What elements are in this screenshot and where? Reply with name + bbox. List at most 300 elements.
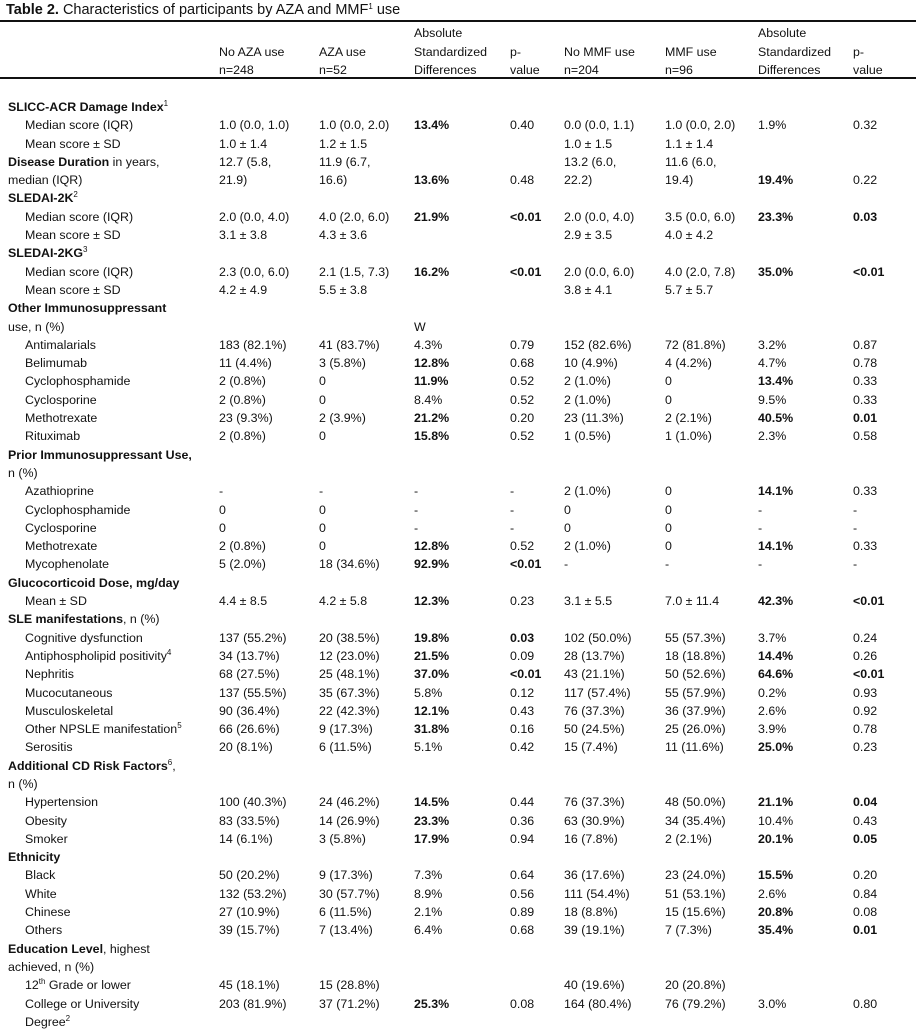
table-row: [0, 684, 916, 702]
table-cell: 92.9%: [414, 557, 450, 572]
table-cell: 50 (52.6%): [665, 667, 726, 682]
column-header-line: value: [510, 63, 540, 77]
table-cell: 90 (36.4%): [219, 703, 280, 718]
footnote-marker: 2: [65, 1013, 71, 1023]
row-label-text: Mycophenolate: [25, 557, 110, 572]
row-label-text: White: [25, 886, 57, 901]
group-header-row: [0, 610, 916, 628]
table-cell: 35 (67.3%): [319, 685, 380, 700]
row-label: [25, 866, 55, 884]
row-label: [8, 153, 160, 171]
table-cell: -: [758, 520, 763, 535]
group-header-row: [0, 757, 916, 775]
table-cell: 2 (1.0%): [564, 392, 611, 407]
table-cell: 0.93: [853, 685, 878, 700]
table-cell: 0: [319, 392, 326, 407]
table-title: [6, 2, 400, 18]
table-cell: 0.20: [853, 868, 878, 883]
table-cell: 66 (26.6%): [219, 722, 280, 737]
row-label: [25, 482, 94, 500]
row-label: [8, 171, 82, 189]
table-cell: 4.3%: [414, 337, 443, 352]
table-cell: 13.2 (6.0,: [564, 154, 617, 169]
row-label-bold: Additional CD Risk Factors: [8, 758, 168, 773]
table-cell: -: [853, 502, 858, 517]
row-label: [25, 976, 131, 994]
table-cell: 72 (81.8%): [665, 337, 726, 352]
row-label: [25, 793, 98, 811]
table-cell: 1 (0.5%): [564, 429, 611, 444]
column-header-line: p-: [510, 44, 522, 59]
table-cell: 4.0 (2.0, 6.0): [319, 209, 390, 224]
table-cell: 1.0 (0.0, 1.0): [219, 118, 290, 133]
table-cell: 15.8%: [414, 429, 450, 444]
table-cell: 11.9%: [414, 374, 449, 389]
table-cell: 4.2 ± 4.9: [219, 282, 268, 297]
footnote-marker: 2: [73, 190, 78, 200]
table-cell: 15.5%: [758, 868, 794, 883]
table-cell: 5 (2.0%): [219, 557, 266, 572]
row-label-text: n (%): [8, 465, 38, 480]
table-cell: 0.24: [853, 630, 878, 645]
row-label: [25, 592, 87, 610]
row-label-text: Median score (IQR): [25, 209, 134, 224]
table-cell: -: [319, 484, 324, 499]
table-cell: 13.4%: [414, 118, 450, 133]
column-header: [665, 24, 717, 80]
table-cell: 0.36: [510, 813, 535, 828]
table-cell: 21.1%: [758, 795, 794, 810]
table-cell: 0.52: [510, 539, 535, 554]
row-label-bold: SLE manifestations: [8, 612, 123, 627]
table-cell: 0.32: [853, 118, 878, 133]
row-label: [25, 263, 133, 281]
group-header-row: [0, 153, 916, 171]
table-cell: 4.4 ± 8.5: [219, 594, 268, 609]
column-header-line: [853, 24, 883, 43]
table-cell: 35.0%: [758, 264, 794, 279]
table-cell: 0.52: [510, 429, 535, 444]
table-cell: 35.4%: [758, 923, 794, 938]
table-cell: 0.03: [510, 630, 535, 645]
row-label: [25, 409, 97, 427]
table-cell: 50 (20.2%): [219, 868, 280, 883]
row-label-text: Belimumab: [25, 356, 87, 371]
group-header-row: [0, 574, 916, 592]
table-cell: 0.05: [853, 831, 878, 846]
table-cell: 1.0 ± 1.5: [564, 136, 613, 151]
group-header-row: [0, 958, 916, 976]
table-cell: 34 (13.7%): [219, 648, 280, 663]
table-row: [0, 995, 916, 1013]
table-cell: 18 (8.8%): [564, 905, 618, 920]
table-cell: 30 (57.7%): [319, 886, 380, 901]
table-cell: 0: [665, 484, 672, 499]
top-rule: [0, 20, 916, 22]
table-cell: 2 (0.8%): [219, 429, 266, 444]
table-cell: 9 (17.3%): [319, 868, 373, 883]
table-cell: 43 (21.1%): [564, 667, 625, 682]
table-cell: 2.1%: [414, 905, 443, 920]
column-header: [319, 24, 366, 80]
row-label-text: , n (%): [122, 612, 160, 627]
table-row: [0, 921, 916, 939]
row-label: [8, 244, 88, 262]
table-cell: 17.9%: [414, 831, 450, 846]
table-cell: 0.52: [510, 392, 535, 407]
column-header-line: Standardized: [758, 44, 832, 59]
table-cell: 13.4%: [758, 374, 794, 389]
table-cell: 8.4%: [414, 392, 443, 407]
table-cell: 117 (57.4%): [564, 685, 631, 700]
table-cell: 9 (17.3%): [319, 722, 373, 737]
row-label-text: Azathioprine: [25, 484, 94, 499]
table-cell: 7.3%: [414, 868, 443, 883]
footnote-marker: 1: [163, 99, 169, 108]
table-cell: 5.5 ± 3.8: [319, 282, 368, 297]
group-header-row: [0, 848, 916, 866]
column-header-line: p-: [853, 44, 865, 59]
table-row: [0, 812, 916, 830]
table-cell: 0.12: [510, 685, 535, 700]
row-label-text: Cognitive dysfunction: [25, 630, 143, 645]
table-cell: 1.9%: [758, 118, 787, 133]
row-label-text: ,: [172, 758, 176, 773]
column-header: [219, 24, 284, 80]
table-cell: 0: [665, 502, 672, 517]
table-row: [0, 555, 916, 573]
table-cell: 1.1 ± 1.4: [665, 136, 714, 151]
table-cell: 41 (83.7%): [319, 337, 380, 352]
row-label-text: Degree: [25, 1014, 66, 1029]
table-cell: 2.1 (1.5, 7.3): [319, 264, 390, 279]
table-cell: 0.52: [510, 374, 535, 389]
table-cell: 0: [219, 520, 226, 535]
row-label-text: Other NPSLE manifestation: [25, 722, 178, 737]
table-cell: 12.7 (5.8,: [219, 154, 272, 169]
table-row: [0, 372, 916, 390]
table-cell: 15 (28.8%): [319, 978, 380, 993]
table-cell: 4.0 ± 4.2: [665, 228, 714, 243]
table-cell: 7 (13.4%): [319, 923, 373, 938]
table-cell: 2.3%: [758, 429, 787, 444]
table-cell: 18 (34.6%): [319, 557, 380, 572]
table-cell: 11 (4.4%): [219, 356, 272, 371]
table-cell: 25 (48.1%): [319, 667, 380, 682]
table-cell: 83 (33.5%): [219, 813, 280, 828]
row-label-bold: SLEDAI-2K: [8, 191, 74, 206]
row-label-text: Obesity: [25, 813, 68, 828]
table-cell: 39 (15.7%): [219, 923, 280, 938]
table-cell: -: [853, 557, 858, 572]
table-cell: 21.2%: [414, 411, 450, 426]
table-cell: 3.7%: [758, 630, 787, 645]
table-cell: 64.6%: [758, 667, 794, 682]
table-row: [0, 226, 916, 244]
table-cell: 6 (11.5%): [319, 740, 372, 755]
table-cell: 0.0 (0.0, 1.1): [564, 118, 635, 133]
footnote-marker: 3: [83, 245, 88, 255]
table-cell: 0: [564, 502, 571, 517]
row-label: [8, 610, 159, 628]
table-cell: 0.84: [853, 886, 878, 901]
table-row: [0, 501, 916, 519]
table-cell: 16.6): [319, 173, 348, 188]
table-cell: 0.33: [853, 392, 878, 407]
table-cell: 19.4): [665, 173, 694, 188]
group-header-row: [0, 446, 916, 464]
table-cell: 11.9 (6.7,: [319, 154, 371, 169]
table-cell: 3.1 ± 3.8: [219, 228, 268, 243]
table-cell: 2 (1.0%): [564, 374, 611, 389]
table-cell: <0.01: [853, 264, 885, 279]
row-label: [8, 98, 168, 116]
column-header-line: MMF use: [665, 44, 717, 59]
table-cell: <0.01: [853, 667, 885, 682]
row-label-text: Cyclosporine: [25, 520, 97, 535]
table-cell: -: [510, 502, 515, 517]
table-cell: 36 (37.9%): [665, 703, 726, 718]
group-header-row: [0, 318, 916, 336]
table-row: [0, 720, 916, 738]
table-cell: -: [510, 520, 515, 535]
table-cell: 203 (81.9%): [219, 996, 287, 1011]
row-label-text: Cyclophosphamide: [25, 374, 131, 389]
table-cell: 2 (0.8%): [219, 392, 266, 407]
table-cell: 0.09: [510, 648, 535, 663]
row-label-text: achieved, n (%): [8, 959, 95, 974]
table-cell: 2 (0.8%): [219, 539, 266, 554]
table-cell: <0.01: [510, 557, 542, 572]
table-cell: <0.01: [853, 594, 885, 609]
row-label: [8, 446, 192, 464]
column-header-line: n=96: [665, 63, 693, 77]
table-cell: 137 (55.2%): [219, 630, 287, 645]
table-cell: 0.43: [853, 813, 878, 828]
table-row: [0, 592, 916, 610]
table-cell: 51 (53.1%): [665, 886, 726, 901]
table-cell: 27 (10.9%): [219, 905, 280, 920]
table-cell: W: [414, 319, 426, 334]
table-row: [0, 738, 916, 756]
table-cell: 36 (17.6%): [564, 868, 625, 883]
table-row: [0, 1013, 916, 1031]
table-row: [0, 702, 916, 720]
row-label-text: Black: [25, 868, 56, 883]
row-label: [25, 995, 139, 1013]
table-row: [0, 665, 916, 683]
row-label-text: , highest: [103, 941, 150, 956]
table-cell: 0: [319, 520, 326, 535]
table-cell: 24 (46.2%): [319, 795, 380, 810]
group-header-row: [0, 244, 916, 262]
table-cell: 14.1%: [758, 539, 794, 554]
column-header-line: Standardized: [414, 44, 488, 59]
table-cell: 5.7 ± 5.7: [665, 282, 714, 297]
table-cell: 2.6%: [758, 886, 787, 901]
table-cell: 3.8 ± 4.1: [564, 282, 613, 297]
group-header-row: [0, 775, 916, 793]
row-label-bold: Glucocorticoid Dose, mg/day: [8, 575, 180, 590]
row-label-bold: Other Immunosuppressant: [8, 301, 167, 316]
table-cell: 0.48: [510, 173, 535, 188]
column-header-line: value: [853, 63, 883, 77]
column-header-line: n=204: [564, 63, 599, 77]
table-body: [0, 98, 916, 1031]
column-header: [564, 24, 635, 80]
table-cell: 4.2 ± 5.8: [319, 594, 368, 609]
row-label: [8, 299, 166, 317]
table-cell: 3 (5.8%): [319, 356, 366, 371]
table-cell: 2 (1.0%): [564, 539, 611, 554]
table-cell: <0.01: [510, 667, 542, 682]
row-label: [25, 354, 87, 372]
table-cell: 28 (13.7%): [564, 648, 625, 663]
table-cell: 19.4%: [758, 173, 794, 188]
row-label-text: Cyclosporine: [25, 392, 97, 407]
row-label: [8, 775, 38, 793]
table-cell: 14.4%: [758, 648, 794, 663]
table-cell: 0: [219, 502, 226, 517]
table-cell: 3.1 ± 5.5: [564, 594, 613, 609]
group-header-row: [0, 299, 916, 317]
table-cell: 6 (11.5%): [319, 905, 372, 920]
row-label-text: College or University: [25, 996, 140, 1011]
table-cell: 0: [319, 374, 326, 389]
table-cell: 21.5%: [414, 648, 450, 663]
table-cell: 102 (50.0%): [564, 630, 632, 645]
column-header-line: n=248: [219, 63, 254, 77]
row-label-text: Antiphospholipid positivity: [25, 648, 167, 663]
header-rule: [0, 77, 916, 79]
table-cell: 2.0 (0.0, 4.0): [219, 209, 290, 224]
title-footnote: 1: [368, 2, 373, 11]
table-cell: 22 (42.3%): [319, 703, 380, 718]
column-header-line: [319, 24, 366, 43]
table-cell: 0.68: [510, 923, 535, 938]
table-cell: 45 (18.1%): [219, 978, 280, 993]
table-cell: 0.04: [853, 795, 878, 810]
table-cell: 5.8%: [414, 685, 443, 700]
row-label: [25, 702, 113, 720]
table-cell: 152 (82.6%): [564, 337, 632, 352]
table-cell: 0: [564, 520, 571, 535]
table-cell: 50 (24.5%): [564, 722, 625, 737]
row-label: [8, 464, 38, 482]
row-label-text: Hypertension: [25, 795, 99, 810]
table-cell: 0.33: [853, 484, 878, 499]
row-label: [25, 555, 109, 573]
table-cell: 4 (4.2%): [665, 356, 712, 371]
table-cell: 18 (18.8%): [665, 648, 726, 663]
table-cell: 76 (79.2%): [665, 996, 726, 1011]
table-cell: 76 (37.3%): [564, 703, 625, 718]
table-cell: 3 (5.8%): [319, 831, 366, 846]
table-row: [0, 135, 916, 153]
row-label: [25, 519, 97, 537]
table-cell: 8.9%: [414, 886, 443, 901]
table-cell: 20 (8.1%): [219, 740, 273, 755]
table-cell: 1.0 ± 1.4: [219, 136, 268, 151]
row-label: [25, 665, 74, 683]
table-cell: 0.01: [853, 923, 878, 938]
table-cell: 1.2 ± 1.5: [319, 136, 368, 151]
column-header: [758, 24, 831, 80]
row-label-text: Musculoskeletal: [25, 703, 114, 718]
table-cell: 0.68: [510, 356, 535, 371]
column-header-line: Differences: [414, 63, 477, 77]
table-row: [0, 354, 916, 372]
row-label: [25, 921, 62, 939]
table-cell: -: [414, 484, 419, 499]
column-header-line: Differences: [758, 63, 821, 77]
table-cell: 2 (2.1%): [665, 831, 712, 846]
table-cell: 23.3%: [414, 813, 450, 828]
table-row: [0, 281, 916, 299]
table-cell: 48 (50.0%): [665, 795, 726, 810]
table-cell: 15 (15.6%): [665, 905, 726, 920]
row-label: [8, 757, 176, 775]
table-cell: 20 (38.5%): [319, 630, 380, 645]
table-cell: 20.1%: [758, 831, 794, 846]
row-label: [25, 720, 182, 738]
table-cell: 0.03: [853, 209, 878, 224]
row-label: [25, 647, 171, 665]
table-row: [0, 263, 916, 281]
column-header-line: No MMF use: [564, 44, 635, 59]
table-row: [0, 830, 916, 848]
row-label: [25, 501, 130, 519]
row-label: [8, 574, 179, 592]
table-cell: <0.01: [510, 264, 542, 279]
table-cell: 0.43: [510, 703, 535, 718]
footnote-marker: 4: [166, 647, 172, 657]
row-label-text: Serositis: [25, 740, 73, 755]
table-cell: 2.6%: [758, 703, 787, 718]
row-label: [25, 537, 97, 555]
table-cell: 40.5%: [758, 411, 794, 426]
table-row: [0, 885, 916, 903]
table-row: [0, 208, 916, 226]
table-cell: 1 (1.0%): [665, 429, 712, 444]
table-cell: 0: [319, 502, 326, 517]
table-cell: 14.1%: [758, 484, 794, 499]
table-cell: 0.42: [510, 740, 535, 755]
table-number: Table 2.: [6, 2, 59, 18]
title-text: Characteristics of participants by AZA and MMF: [58, 2, 369, 18]
title-text-end: use: [372, 2, 401, 18]
footnote-marker: 6: [167, 757, 173, 767]
row-label-text: Median score (IQR): [25, 264, 134, 279]
table-row: [0, 409, 916, 427]
table-cell: 15 (7.4%): [564, 740, 618, 755]
row-label-text: Grade or lower: [45, 978, 131, 993]
group-header-row: [0, 98, 916, 116]
row-label-bold: Disease Duration: [8, 154, 110, 169]
column-header-line: [510, 24, 540, 43]
table-cell: 21.9): [219, 173, 248, 188]
group-header-row: [0, 171, 916, 189]
row-label: [25, 226, 121, 244]
table-cell: 0.16: [510, 722, 535, 737]
table-row: [0, 519, 916, 537]
table-cell: -: [564, 557, 569, 572]
table-cell: -: [414, 520, 419, 535]
footnote-marker: th: [38, 977, 46, 987]
table-cell: 4.0 (2.0, 7.8): [665, 264, 736, 279]
table-cell: 12.8%: [414, 356, 450, 371]
row-label-text: Antimalarials: [25, 337, 96, 352]
